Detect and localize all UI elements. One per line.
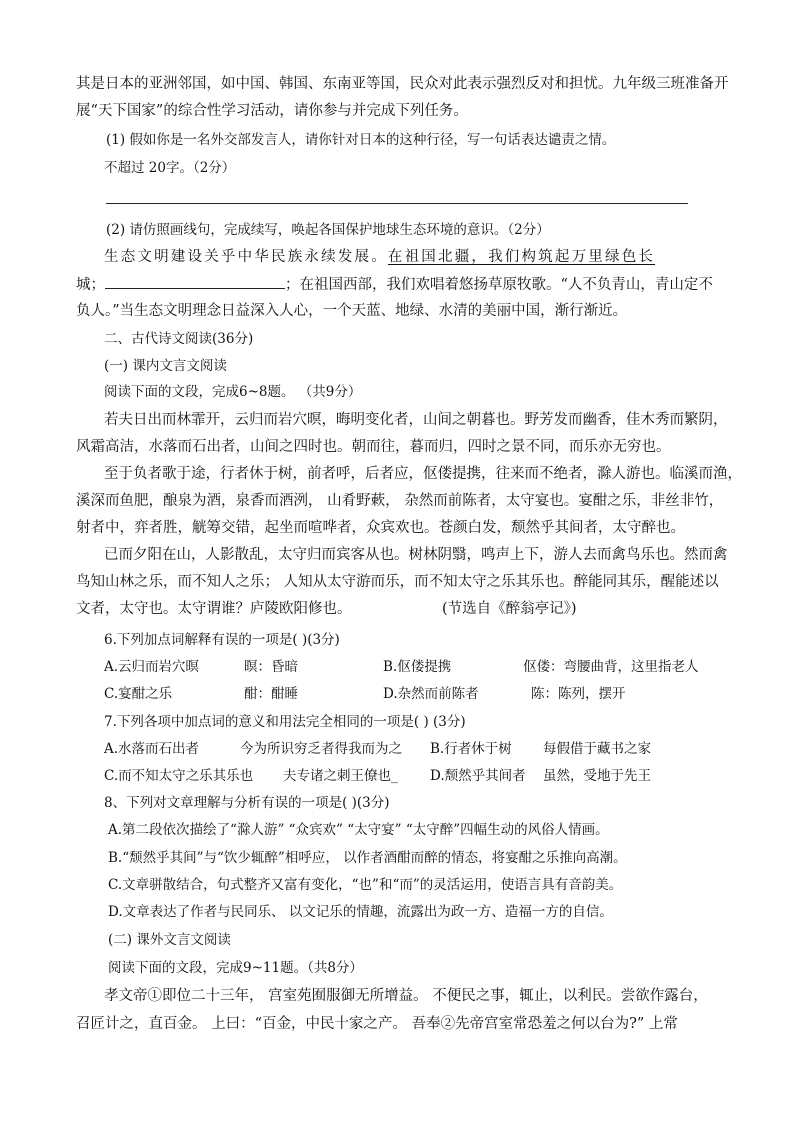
- option-6d-note: 陈：陈列，摆开: [531, 686, 626, 702]
- option-7b-note: 每假借于藏书之家: [543, 741, 651, 757]
- answer-line[interactable]: [106, 203, 688, 204]
- passage-1-line: 溪深而鱼肥，酿泉为酒，泉香而酒洌， 山肴野蔌， 杂然而前陈者，太守宴也。宴酣之乐，非丝非竹，: [76, 493, 724, 509]
- fill-in-blank[interactable]: [105, 274, 285, 289]
- option-8a: A.第二段依次描绘了“滁人游” “众宾欢” “太守宴” “太守醉”四幅生动的风俗人情画。: [108, 822, 609, 838]
- passage-1-line: 至于负者歌于途，行者休于树，前者呼，后者应，伛偻提携，往来而不绝者，滁人游也。临溪而渔，: [104, 466, 742, 482]
- option-7c: C.而不知太守之乐其乐也: [104, 768, 254, 784]
- option-6d: D.杂然而前陈者: [383, 686, 479, 702]
- question-2-line-3: 负人。”当生态文明理念日益深入人心，一个天蓝、地绿、水清的美丽中国，渐行渐近。: [76, 303, 628, 319]
- option-7d: D.颓然乎其间者: [430, 768, 526, 784]
- passage-1-line: 已而夕阳在山，人影散乱，太守归而宾客从也。树林阴翳，鸣声上下，游人去而禽鸟乐也。然而禽: [104, 547, 728, 563]
- option-7d-note: 虽然，受地于先王: [543, 768, 651, 784]
- option-7c-note: 夫专诸之刺王僚也_: [283, 768, 398, 784]
- intro-line-2: 展“天下国家”的综合性学习活动，请你参与并完成下列任务。: [76, 103, 468, 119]
- question-2-prompt: (2) 请仿照画线句，完成续写，唤起各国保护地球生态环境的意识。（2分）: [106, 222, 550, 238]
- passage-1-line: 文者，太守也。太守谓谁？庐陵欧阳修也。: [76, 601, 352, 617]
- passage-1-source: (节选自《醉翁亭记》): [442, 601, 577, 617]
- option-7b: B.行者休于树: [430, 741, 512, 757]
- subsection-1-instruction: 阅读下面的文段，完成6~8题。 （共9分）: [104, 384, 362, 400]
- question-8-stem: 8、下列对文章理解与分析有误的一项是( )(3分): [104, 795, 390, 811]
- passage-1-line: 鸟知山林之乐，而不知人之乐； 人知从太守游而乐，而不知太守之乐其乐也。醉能同其乐，醒能述以: [76, 574, 719, 590]
- passage-1-line: 风霜高洁，水落而石出者，山间之四时也。朝而往，暮而归，四时之景不同，而乐亦无穷也。: [76, 439, 671, 455]
- subsection-2-title: (二) 课外文言文阅读: [108, 932, 231, 948]
- option-6b: B.伛偻提携: [383, 659, 452, 675]
- option-6a: A.云归而岩穴暝: [104, 659, 200, 675]
- question-1-prompt: (1) 假如你是一名外交部发言人，请你针对日本的这种行径，写一句话表达谴责之情。: [106, 132, 616, 148]
- intro-line-1: 其是日本的亚洲邻国，如中国、韩国、东南亚等国，民众对此表示强烈反对和担忧。九年级三班准备开: [76, 76, 729, 92]
- question-2-text: ；在祖国西部，我们欢唱着悠扬草原牧歌。“人不负青山，青山定不: [285, 277, 713, 293]
- option-6c-note: 酣：酣睡: [244, 686, 298, 702]
- question-6-stem: 6.下列加点词解释有误的一项是( )(3分): [104, 632, 340, 648]
- question-2-text: 生态文明建设关乎中华民族永续发展。: [104, 249, 388, 265]
- option-8c: C.文章骈散结合，句式整齐又富有变化，“也”和“而”的灵活运用，使语言具有音韵美。: [108, 877, 623, 893]
- passage-1-line: 若夫日出而林霏开，云归而岩穴暝，晦明变化者，山间之朝暮也。野芳发而幽香，佳木秀而繁阴，: [104, 412, 728, 428]
- section-2-title: 二、古代诗文阅读(36分): [104, 331, 254, 347]
- underlined-model-sentence: 在祖国北疆，我们构筑起万里绿色长: [387, 249, 656, 265]
- option-6a-note: 暝：昏暗: [244, 659, 298, 675]
- question-2-text: 城；: [76, 277, 105, 293]
- passage-2-line: 孝文帝①即位二十三年， 宫室苑囿服御无所增益。 不便民之事，辄止，以利民。尝欲作露台，: [104, 988, 708, 1004]
- option-8d: D.文章表达了作者与民同乐、 以文记乐的情趣，流露出为政一方、造福一方的自信。: [108, 904, 613, 920]
- option-7a: A.水落而石出者: [104, 741, 200, 757]
- option-6b-note: 伛偻：弯腰曲背，这里指老人: [523, 659, 699, 675]
- option-7a-note: 今为所识穷乏者得我而为之: [240, 741, 402, 757]
- question-7-stem: 7.下列各项中加点词的意义和用法完全相同的一项是( ) (3分): [104, 714, 466, 730]
- subsection-2-instruction: 阅读下面的文段，完成9~11题。（共8分）: [108, 960, 363, 976]
- option-8b: B.“颓然乎其间”与“饮少辄醉”相呼应， 以作者酒酣而醉的情态，将宴酣之乐推向高潮。: [108, 850, 627, 866]
- subsection-1-title: (一) 课内文言文阅读: [104, 358, 227, 374]
- question-1-limit: 不超过 20字。（2分）: [104, 160, 236, 176]
- passage-1-line: 射者中，弈者胜，觥筹交错，起坐而喧哗者，众宾欢也。苍颜白发，颓然乎其间者，太守醉也。: [76, 520, 685, 536]
- option-6c: C.宴酣之乐: [104, 686, 173, 702]
- question-2-line-1: [104, 247, 655, 267]
- passage-2-line: 召匠计之，直百金。 上曰：“百金，中民十家之产。 吾奉②先帝宫室常恐羞之何以台为?” 上常: [76, 1016, 678, 1032]
- question-2-line-2: [76, 274, 713, 295]
